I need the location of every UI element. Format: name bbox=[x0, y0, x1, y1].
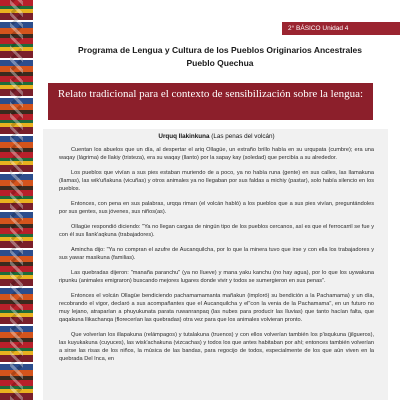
story-paragraph: Los pueblos que vivían a sus pies estaban muriendo de a poco, ya no había runa (gente) en sus calles, las llamakuna (llamas), las wik'uñakuna (vicuñas) y otros animales ya no llegaban por sus faldas a michiy (pastar), solo había silencio en los pueblos. bbox=[59, 170, 374, 192]
people-title: Pueblo Quechua bbox=[186, 58, 254, 68]
story-paragraph: Cuentan los abuelos que un día, al despertar el ariq Ollagüe, un extraño brillo había en su urqupata (cumbre); era una waqay (lágrima) de llakiy (tristeza), era su waqay (llanto) por la sapay kay (soledad) que percibía a su alrededor. bbox=[59, 147, 374, 161]
decorative-woven-border bbox=[0, 0, 33, 400]
story-paragraph: Que volverían los illapakuna (relámpagos) y tutalakuna (truenos) y con ellos volverían también los p'isqukuna (jilgueros), las kuyukakuna (cuyuces), las wisk'achakuna (vizcachas) y todos los que antes habitaban por ahí; entonces también volverían a sirse las risas de los niños, la música de las bandas, para regocijo de todos, especialmente de los que aún viven en la quebrada Del Inca, en bbox=[59, 332, 374, 362]
section-banner: Relato tradicional para el contexto de sensibilización sobre la lengua: bbox=[48, 83, 373, 120]
story-paragraph: Entonces el volcán Ollagüe bendiciendo pachamamamanta mañakun (imploró) su bendición a la Pachamama) y un día, recobrando el vigor, declaró a sus acompañantes que el Aucanquilcha y el"con la venia de la Pachamama", en un futuro no muy lejano, atraparían a phuyukunata parata ruwanranpaq (las nubes para producir las lluvias) que tanto hacían falta, que qaqakuna llikachanqa (florecerían las quebradas) otra vez para que los animales volvieran pronto. bbox=[59, 293, 374, 323]
story-paragraph: Ollagüe respondió diciendo: "Ya no llegan cargas de ningún tipo de los pueblos cercanos, así es que el ferrocarril se fue y con él sus llank'aqkuna (trabajadores). bbox=[59, 224, 374, 238]
story-paragraph: Las quebradas dijeron: "manaña paranchu" (ya no llueve) y mana yaku kanchu (no hay agua), por lo que los uywakuna ripunku (animales emigraron) buscando mejores lugares donde vivir y todos se sumergieron en sus penas". bbox=[59, 270, 374, 284]
unit-badge: 2° BÁSICO Unidad 4 bbox=[282, 22, 400, 35]
program-title: Programa de Lengua y Cultura de los Pueblos Originarios Ancestrales bbox=[77, 45, 363, 55]
story-paragraph: Entonces, con pena en sus palabras, urqqa rimarı (el volcán habló) a los pueblos que a sus pies vivían, preguntándoles por sus gentes, sus jóvenes, sus niños(as). bbox=[59, 201, 374, 215]
story-title-quechua: Urquq llakinkuna bbox=[158, 133, 210, 140]
story-document bbox=[43, 129, 388, 400]
story-title-spanish: (Las penas del volcán) bbox=[211, 133, 275, 140]
story-paragraph: Amincha dijo: "Ya no compran el azufre de Aucanquilcha, por lo que la minera tuvo que irse y con ella los trabajadores y sus yawar masikuna (familias). bbox=[59, 247, 374, 261]
story-title bbox=[59, 133, 374, 140]
